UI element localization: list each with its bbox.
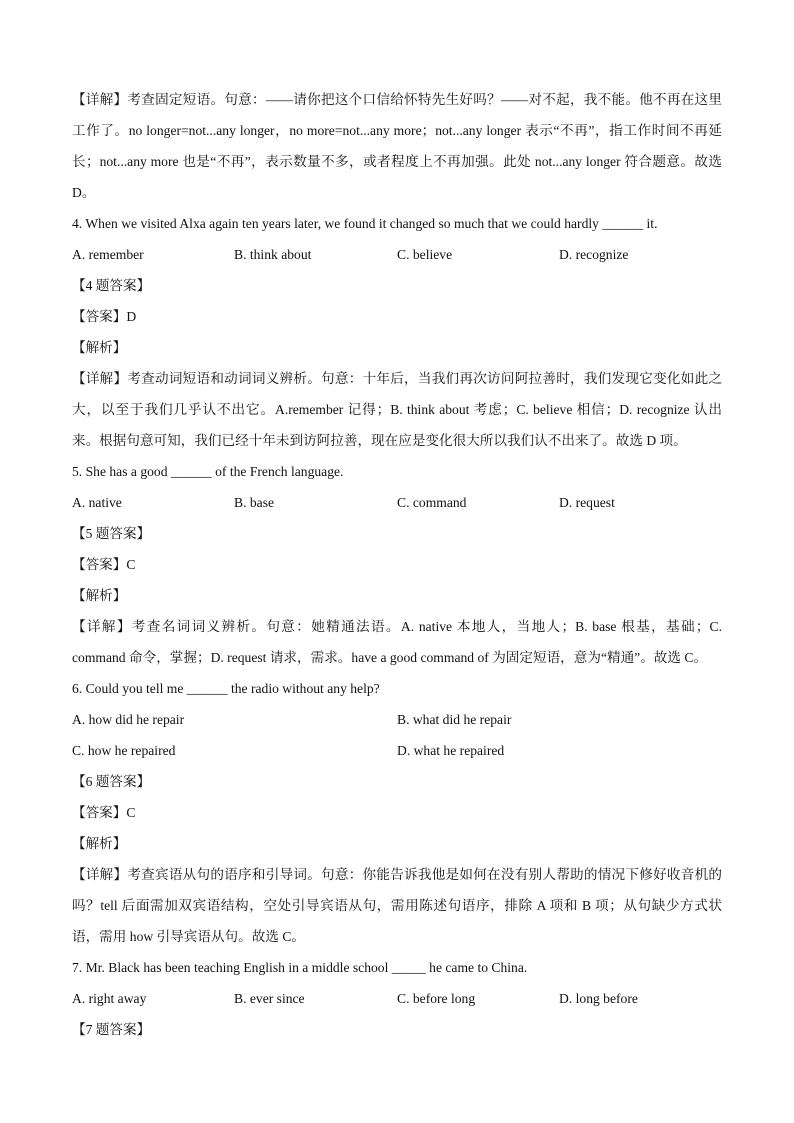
q4-option-d: D. recognize (559, 247, 629, 262)
document-page (72, 84, 722, 1045)
q4-option-c: C. believe (397, 247, 453, 262)
q5-options (72, 487, 722, 518)
q4-option-a: A. remember (72, 247, 144, 262)
q7-option-b: B. ever since (234, 991, 305, 1006)
q5-detail: 【详解】考查名词词义辨析。句意：她精通法语。A. native 本地人，当地人；B. base 根基，基础；C. command 命令，掌握；D. request 请求，需求。have a good command of 为固定短语，意为“精通”。故选 C。 (72, 619, 722, 665)
q7-option-d: D. long before (559, 991, 638, 1006)
q5-option-a: A. native (72, 495, 122, 510)
q5-answer: 【答案】C (72, 557, 136, 572)
q5-analysis-label: 【解析】 (72, 588, 127, 603)
q6-option-c: C. how he repaired (72, 743, 176, 758)
q6-detail: 【详解】考查宾语从句的语序和引导词。句意：你能告诉我他是如何在没有别人帮助的情况下修好收音机的吗？tell 后面需加双宾语结构，空处引导宾语从句，需用陈述句语序，排除 A 项和 B 项；从句缺少方式状语，需用 how 引导宾语从句。故选 C。 (72, 867, 722, 944)
q6-option-d: D. what he repaired (397, 743, 505, 758)
q6-answer-header: 【6 题答案】 (72, 774, 151, 789)
q4-answer-header: 【4 题答案】 (72, 278, 151, 293)
q6-options-row1 (72, 704, 722, 735)
q4-stem: 4. When we visited Alxa again ten years later, we found it changed so much that we could hardly ______ it. (72, 216, 658, 231)
q4-analysis-label: 【解析】 (72, 340, 127, 355)
q5-option-b: B. base (234, 495, 275, 510)
q7-answer-header: 【7 题答案】 (72, 1022, 151, 1037)
q5-stem: 5. She has a good ______ of the French language. (72, 464, 344, 479)
q5-option-d: D. request (559, 495, 615, 510)
q5-answer-header: 【5 题答案】 (72, 526, 151, 541)
q7-options (72, 983, 722, 1014)
q4-option-b: B. think about (234, 247, 312, 262)
q4-options (72, 239, 722, 270)
q5-option-c: C. command (397, 495, 467, 510)
q7-option-a: A. right away (72, 991, 147, 1006)
q4-answer: 【答案】D (72, 309, 137, 324)
q7-option-c: C. before long (397, 991, 476, 1006)
q6-options-row2 (72, 735, 722, 766)
q3-detail: 【详解】考查固定短语。句意：——请你把这个口信给怀特先生好吗？——对不起，我不能。他不再在这里工作了。no longer=not...any longer，no more=not...any more；not...any longer 表示“不再”，指工作时间不再延长；not...any more 也是“不再”，表示数量不多，或者程度上不再加强。此处 not...any longer 符合题意。故选 D。 (72, 92, 722, 200)
q7-stem: 7. Mr. Black has been teaching English in a middle school _____ he came to China. (72, 960, 528, 975)
q6-answer: 【答案】C (72, 805, 136, 820)
q6-analysis-label: 【解析】 (72, 836, 127, 851)
q6-option-a: A. how did he repair (72, 712, 185, 727)
q4-detail: 【详解】考查动词短语和动词词义辨析。句意：十年后，当我们再次访问阿拉善时，我们发现它变化如此之大，以至于我们几乎认不出它。A.remember 记得；B. think about 考虑；C. believe 相信；D. recognize 认出来。根据句意可知，我们已经十年未到访阿拉善，现在应是变化很大所以我们认不出来了。故选 D 项。 (72, 371, 722, 448)
q6-option-b: B. what did he repair (397, 712, 512, 727)
q6-stem: 6. Could you tell me ______ the radio without any help? (72, 681, 380, 696)
